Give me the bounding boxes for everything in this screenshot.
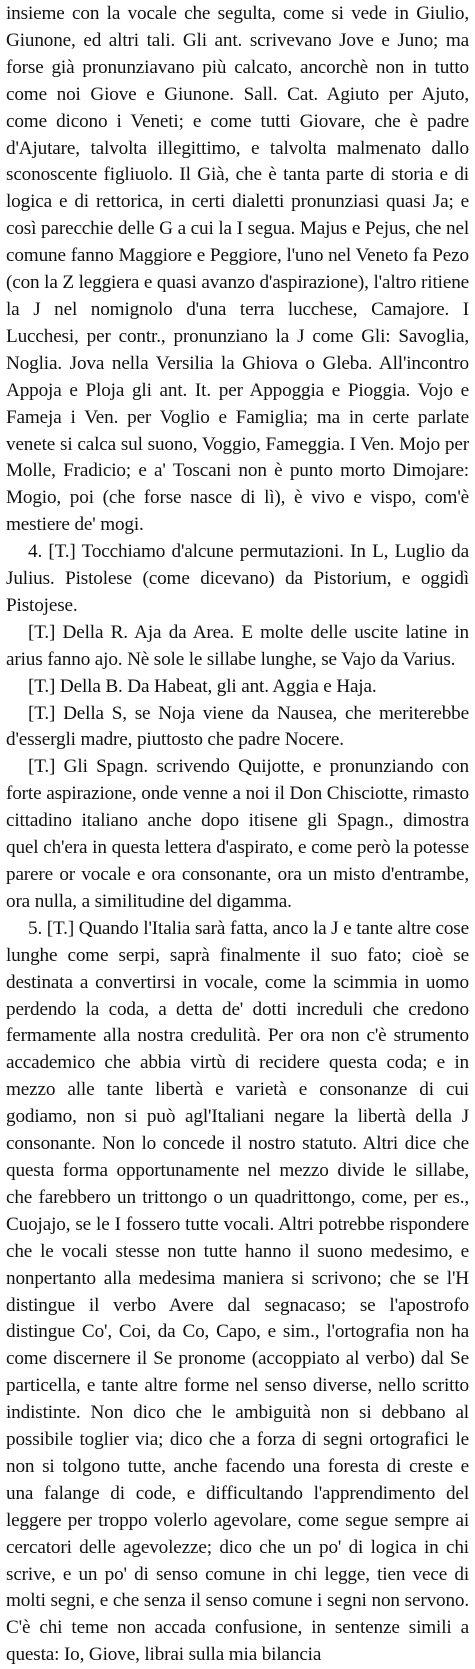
paragraph-letter-b: [T.] Della B. Da Habeat, gli ant. Aggia e Haja.: [28, 675, 377, 697]
paragraph-section-5: 5. [T.] Quando l'Italia sarà fatta, anco la J e tante altre cose lunghe come serpi, saprà finalmente il suo fato; cioè se destinata a convertirsi in vocale, come la scimmia in uomo perdendo la coda, a detta de' dotti increduli che credono fermamente alla nostra credulità. Per ora non c'è strumento accademico che abbia virtù di recidere questa coda; e in mezzo alle tante libertà e varietà e consonanze di cui godiamo, non si può agl'Italiani negare la libertà della J consonante. Non lo concede il nostro statuto. Altri dice che questa forma opportunamente nel mezzo divide le sillabe, che farebbero un trittongo o un quadrittongo, come, per es., Cuojajo, se le I fossero tutte vocali. Altri potrebbe rispondere che le vocali stesse non tutte hanno il suono medesimo, e nonpertanto alla medesima maniera si scrivono; che se l'H distingue il verbo Avere dal segnacaso; se l'apostrofo distingue Co', Coi, da Co, Capo, e sim., l'ortografia non ha come discernere il Se pronome (accoppiato al verbo) dal Se particella, e tante altre forme nel senso diverse, nello scritto indistinte. Non dico che le ambiguità non si debbano al possibile toglier via; dico che a forza di segni ortografici le non si tolgono tutte, anche facendo una foresta di creste e una falange di code, e difficultando l'apprendimento del leggere per troppo volerlo agevolare, come segue sempre ai cercatori delle agevolezze; dico che un po' di logica in chi scrive, e un po' di senso comune in chi legge, tien vece di molti segni, e che senza il senso comune i segni non servono. C'è chi teme non accada confusione, in sentenze simili a questa: Io, Giove, librai sulla mia bilancia: [6, 917, 469, 1666]
paragraph-continuation: insieme con la vocale che segulta, come si vede in Giulio, Giunone, ed altri tali. Gli ant. scrivevano Jove e Juno; ma forse già pronunziavano più calcato, ancorchè non in tutto come noi Giove e Giunone. Sall. Cat. Agiuto per Ajuto, come dicono i Veneti; e come tutti Giovare, che è padre d'Ajutare, talvolta illegittimo, e talvolta malmenato dallo sconoscente figliuolo. Il Già, che è tanta parte di storia e di logica e di rettorica, in certi dialetti pronunziasi quasi Ja; e così parecchie delle G a cui la I segua. Majus e Pejus, che nel comune fanno Maggiore e Peggiore, l'uno nel Veneto fa Pezo (con la Z leggiera e quasi avanzo d'aspirazione), l'altro ritiene la J nel nomignolo d'una terra lucchese, Camajore. I Lucchesi, per contr., pronunziano la J come Gli: Savoglia, Noglia. Jova nella Versilia la Ghiova o Gleba. All'incontro Appoja e Ploja gli ant. It. per Appoggia e Pioggia. Vojo e Fameja i Ven. per Voglio e Famiglia; ma in certe parlate venete si calca sul suono, Voggio, Fameggia. I Ven. Mojo per Molle, Fradicio; e a' Toscani non è punto morto Dimojare: Mogio, poi (che forse nasce di lì), è vivo e vispo, com'è mestiere de' mogi.: [6, 3, 469, 536]
paragraph-spanish: [T.] Gli Spagn. scrivendo Quijotte, e pronunziando con forte aspirazione, onde venne a noi il Don Chisciotte, rimasto cittadino italiano anche dopo itisene gli Spagn., dimostra quel ch'era in questa lettera d'aspirato, e come però la potesse parere or vocale e ora consonante, ora un misto d'entrambe, ora nulla, a similitudine del digamma.: [6, 756, 469, 912]
paragraph-letter-s: [T.] Della S, se Noja viene da Nausea, che meriterebbe d'essergli madre, piuttosto che padre Nocere.: [6, 702, 469, 751]
document-page: [6, 1, 469, 1666]
paragraph-section-4: 4. [T.] Tocchiamo d'alcune permutazioni. In L, Luglio da Julius. Pistolese (come dicevano) da Pistorium, e oggidì Pistojese.: [6, 541, 469, 616]
paragraph-letter-r: [T.] Della R. Aja da Area. E molte delle uscite latine in arius fanno ajo. Nè sole le sillabe lunghe, se Vajo da Varius.: [6, 621, 469, 670]
